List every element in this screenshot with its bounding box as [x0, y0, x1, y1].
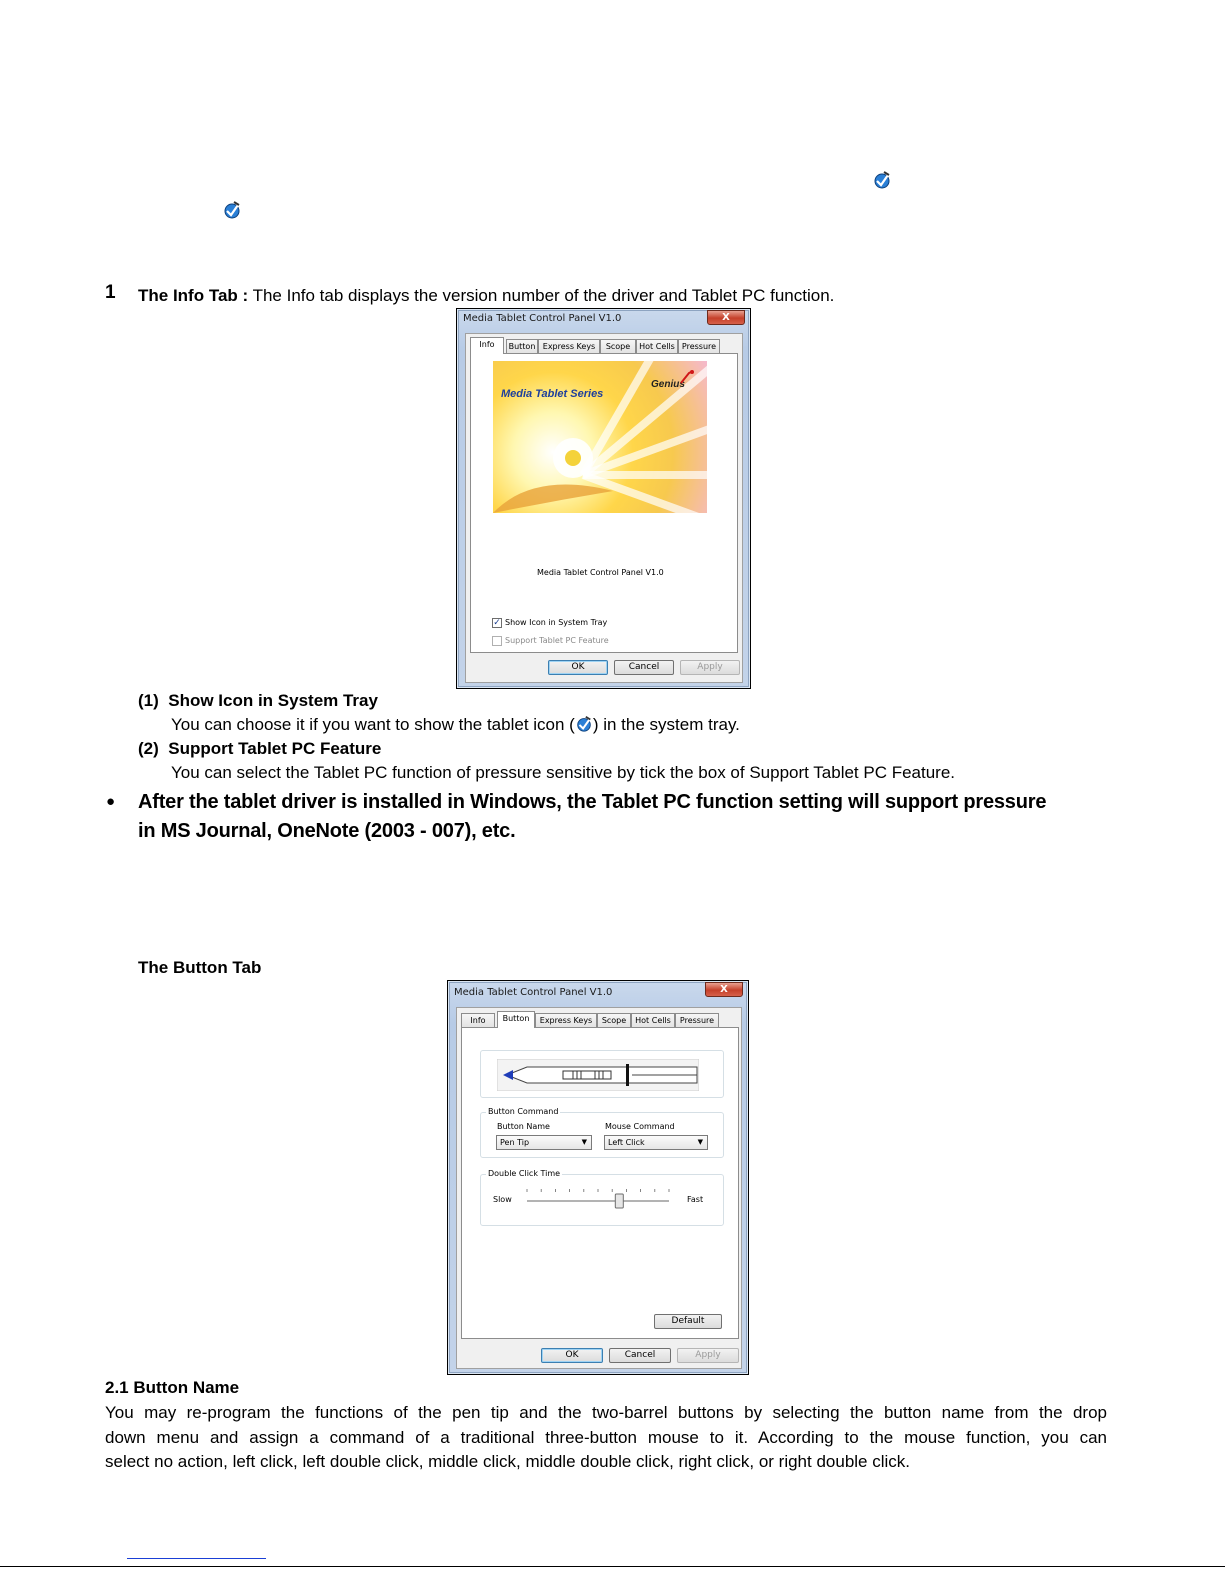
item-2-title: Support Tablet PC Feature [168, 739, 382, 758]
footer-link-underline[interactable] [127, 1558, 266, 1559]
subsection-heading: 2.1 Button Name [105, 1378, 240, 1397]
slider-thumb[interactable] [615, 1194, 623, 1208]
tablet-tray-icon [222, 200, 242, 220]
window-client [456, 1007, 742, 1369]
version-text: Media Tablet Control Panel V1.0 [537, 568, 664, 577]
button-name-select[interactable] [496, 1135, 592, 1150]
tablet-pc-label: Support Tablet PC Feature [505, 636, 609, 645]
tab-hot-cells[interactable]: Hot Cells [631, 1013, 675, 1027]
info-tab-panel [470, 353, 738, 653]
window-close-button[interactable]: X [705, 982, 743, 997]
info-tab-window [456, 308, 751, 689]
section-2-heading: The Button Tab [138, 958, 262, 977]
chevron-down-icon: ▼ [581, 1138, 587, 1146]
tab-strip [470, 337, 742, 353]
paragraph-line-3: select no action, left click, left double click, middle click, middle double click, right click, or right double click. [105, 1452, 911, 1471]
button-command-label: Button Command [488, 1107, 559, 1116]
apply-button[interactable]: Apply [680, 660, 740, 675]
bullet-note [138, 788, 1046, 846]
mouse-command-value: Left Click [608, 1138, 645, 1147]
tab-button[interactable]: Button [506, 339, 538, 353]
bullet-line-1: After the tablet driver is installed in Windows, the Tablet PC function setting will support pressure [138, 791, 1047, 813]
banner-title: Media Tablet Series [501, 388, 604, 400]
button-tab-panel [461, 1027, 739, 1339]
item-1-text-before: You can choose it if you want to show the tablet icon ( [171, 715, 575, 734]
media-tablet-banner [493, 361, 707, 513]
mouse-command-select[interactable] [604, 1135, 708, 1150]
section-text: The Info tab displays the version number of the driver and Tablet PC function. [248, 286, 835, 305]
item-1-text-after: ) in the system tray. [592, 715, 740, 734]
ok-button[interactable]: OK [548, 660, 608, 675]
ok-button[interactable]: OK [541, 1348, 603, 1363]
double-click-label: Double Click Time [488, 1169, 561, 1178]
genius-logo-mark-icon [679, 369, 695, 385]
item-2-heading [138, 738, 381, 760]
window-title: Media Tablet Control Panel V1.0 [463, 313, 622, 324]
tab-strip [461, 1011, 741, 1027]
default-button[interactable]: Default [654, 1314, 722, 1329]
item-2-number: (2) [138, 739, 159, 758]
cancel-button[interactable]: Cancel [614, 660, 674, 675]
pen-image-box [480, 1050, 724, 1098]
tab-express-keys[interactable]: Express Keys [535, 1013, 597, 1027]
button-name-label: Button Name [497, 1122, 550, 1131]
tab-info[interactable]: Info [470, 337, 504, 354]
tab-scope[interactable]: Scope [600, 339, 636, 353]
bullet-glyph: ● [106, 793, 116, 810]
bullet-line-2: in MS Journal, OneNote (2003 - 007), etc. [138, 820, 516, 842]
item-1-text [171, 714, 740, 736]
footer-rule [0, 1566, 1225, 1567]
tab-scope[interactable]: Scope [597, 1013, 631, 1027]
tab-info[interactable]: Info [461, 1013, 495, 1027]
section-number: 1 [105, 282, 116, 303]
paragraph-line-1: You may re-program the functions of the pen tip and the two-barrel buttons by selecting the button name from the drop [105, 1403, 1107, 1422]
item-1-heading [138, 690, 378, 712]
paragraph-line-2: down menu and assign a command of a traditional three-button mouse to it. According to the mouse function, you can [105, 1427, 1107, 1447]
double-click-group [480, 1169, 724, 1226]
apply-button[interactable]: Apply [677, 1348, 739, 1363]
fast-label: Fast [687, 1195, 704, 1204]
tab-express-keys[interactable]: Express Keys [538, 339, 600, 353]
window-client [465, 333, 743, 683]
tab-hot-cells[interactable]: Hot Cells [636, 339, 678, 353]
tablet-pc-checkbox[interactable] [492, 636, 502, 646]
show-icon-label: Show Icon in System Tray [505, 618, 608, 627]
leaf-graphic [493, 471, 613, 513]
double-click-slider[interactable] [523, 1185, 673, 1211]
cancel-button[interactable]: Cancel [609, 1348, 671, 1363]
item-1-number: (1) [138, 691, 159, 710]
button-tab-window [447, 980, 749, 1375]
tablet-tray-icon [872, 170, 892, 190]
item-2-text: You can select the Tablet PC function of pressure sensitive by tick the box of Support Tablet PC Feature. [171, 763, 956, 782]
window-close-button[interactable]: X [707, 310, 745, 325]
window-title: Media Tablet Control Panel V1.0 [454, 987, 613, 998]
slow-label: Slow [493, 1195, 512, 1204]
tab-pressure[interactable]: Pressure [678, 339, 720, 353]
show-icon-checkbox[interactable]: ✓ [493, 618, 501, 628]
tab-button[interactable]: Button [497, 1011, 535, 1028]
subsection-paragraph [105, 1401, 1107, 1475]
section-heading: The Info Tab : [138, 286, 249, 305]
genius-logo: Genius [651, 379, 685, 390]
section-heading-line [138, 285, 834, 307]
mouse-command-label: Mouse Command [605, 1122, 675, 1131]
item-1-title: Show Icon in System Tray [168, 691, 378, 710]
button-command-group [480, 1107, 724, 1158]
button-name-value: Pen Tip [500, 1138, 530, 1147]
pen-graphic[interactable] [497, 1059, 699, 1091]
tab-pressure[interactable]: Pressure [675, 1013, 719, 1027]
tablet-tray-icon [575, 715, 593, 733]
chevron-down-icon: ▼ [697, 1138, 703, 1146]
